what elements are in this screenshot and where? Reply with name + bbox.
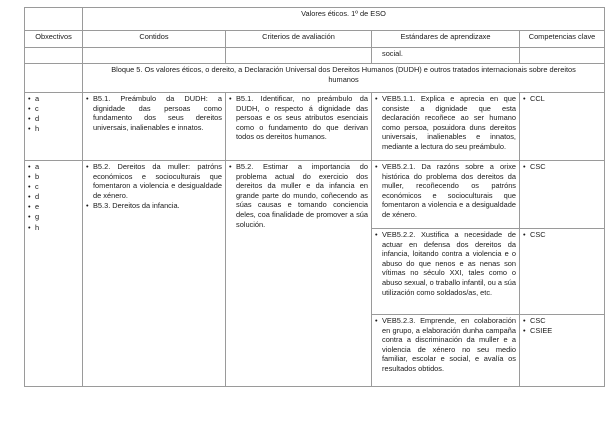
list-item: • h [28, 124, 79, 134]
header-contidos: Contidos [83, 31, 226, 48]
competence-item: • CSIEE [523, 326, 601, 336]
table-row [25, 93, 605, 161]
header-criterios: Criterios de avaliación [226, 31, 372, 48]
list-item: • a [28, 162, 79, 172]
objectives-list [28, 162, 79, 232]
list-item: • b [28, 172, 79, 182]
competence-item: • CCL [523, 94, 601, 104]
competence-item: • CSC [523, 316, 601, 326]
table-row [25, 161, 605, 229]
continuation-text: social. [372, 48, 520, 64]
table-title: Valores éticos. 1º de ESO [83, 8, 605, 31]
competence-item: • CSC [523, 230, 601, 240]
list-item: • c [28, 104, 79, 114]
curriculum-table [24, 7, 605, 387]
standard-item: • VEB5.2.1. Da razóns sobre a orixe histórica do problema dos dereitos da muller, recoñecendo os patróns económicos e socioculturais que fomentaron a violencia e a desigualdade de xénero. [375, 162, 516, 220]
list-item: • g [28, 212, 79, 222]
list-item: • d [28, 192, 79, 202]
standard-item: • VEB5.2.2. Xustifica a necesidade de actuar en defensa dos dereitos da infancia, loitando contra a violencia e o abuso do que nenos e as nenas son vítimas no século XXI, tales como o abuso sexual, o traballo infantil, ou a súa utilización como soldados/as, etc. [375, 230, 516, 297]
objectives-list [28, 94, 79, 134]
standard-item: • VEB5.2.3. Emprende, en colaboración en grupo, a elaboración dunha campaña contra a discriminación da muller e a violencia de xénero no seu medio familiar, escolar e social, e avalía os resultados obtidos. [375, 316, 516, 374]
standard-item: • VEB5.1.1. Explica e aprecia en que consiste a dignidade que esta declaración recoñece ao ser humano como persoa, posuidora duns dereitos universais, inalienables e innatos, mediante a lectura do seu preámbulo. [375, 94, 516, 152]
content-item: • B5.1. Preámbulo da DUDH: a dignidade das persoas como fundamento dos seus dereitos universais, inalienables e innatos. [86, 94, 222, 132]
block-title: Bloque 5. Os valores éticos, o dereito, a Declaración Universal dos Dereitos Humanos (DUDH) e outros tratados internacionais sobre dereitos humanos [83, 64, 605, 93]
content-item: • B5.3. Dereitos da infancia. [86, 201, 222, 211]
competence-item: • CSC [523, 162, 601, 172]
content-item: • B5.2. Dereitos da muller: patróns económicos e socioculturais que fomentaron a violencia e desigualdade de xénero. [86, 162, 222, 200]
criterion-item: • B5.1. Identificar, no preámbulo da DUDH, o respecto á dignidade das persoas e os seus atributos esenciais como o fundamento do que derivan todos os dereitos humanos. [229, 94, 368, 142]
criterion-item: • B5.2. Estimar a importancia do problema actual do exercicio dos dereitos da muller e da infancia en grande parte do mundo, coñecendo as súas causas e tomando conciencia deles, coa finalidade de promover a súa solución. [229, 162, 368, 229]
list-item: • h [28, 223, 79, 233]
list-item: • e [28, 202, 79, 212]
header-competencias: Competencias clave [520, 31, 605, 48]
header-estandares: Estándares de aprendizaxe [372, 31, 520, 48]
list-item: • d [28, 114, 79, 124]
list-item: • c [28, 182, 79, 192]
header-objectivos: Obxectivos [25, 31, 83, 48]
list-item: • a [28, 94, 79, 104]
